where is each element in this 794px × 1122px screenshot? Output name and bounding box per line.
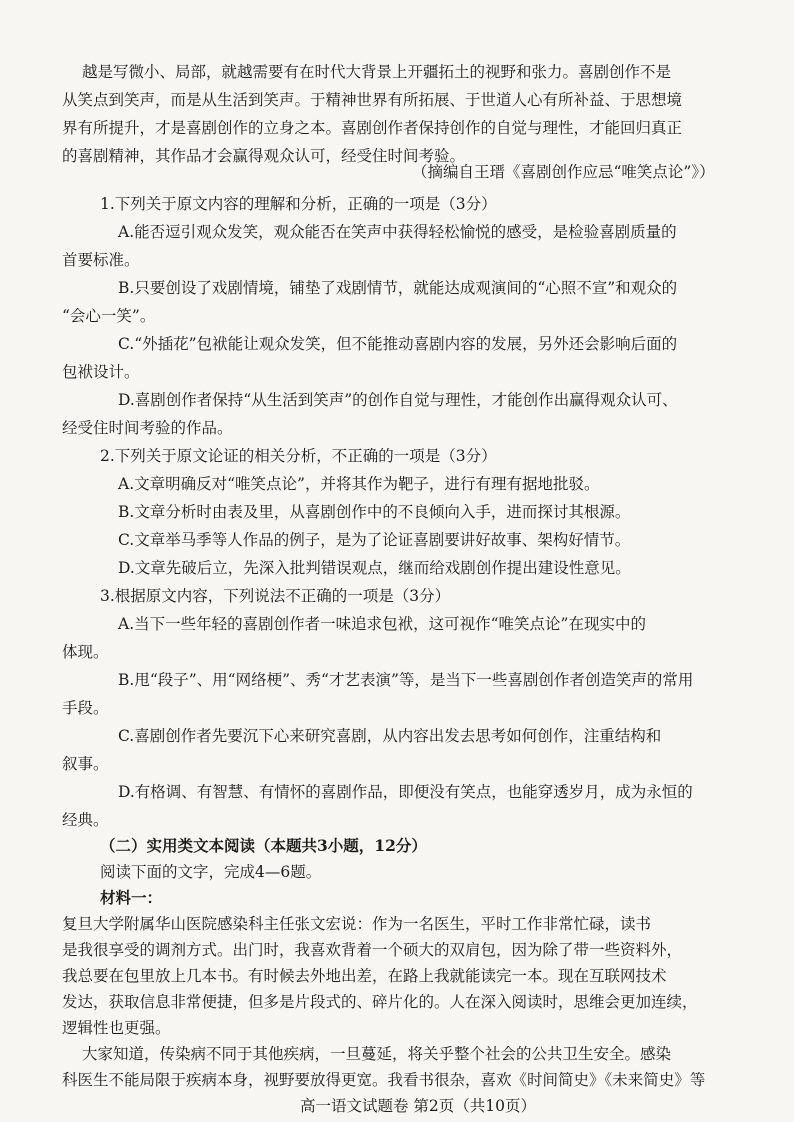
material-line: 是我很享受的调剂方式。出门时，我喜欢背着一个硕大的双肩包，因为除了带一些资料外， bbox=[62, 941, 683, 959]
page-footer: 高一语文试题卷 第2页（共10页） bbox=[300, 1097, 537, 1115]
option-line: 手段。 bbox=[62, 699, 109, 717]
passage-source: （摘编自王瑨《喜剧创作应忌“唯笑点论”》） bbox=[412, 163, 715, 181]
option-line: B.只要创设了戏剧情境，铺垫了戏剧情节，就能达成观演间的“心照不宣”和观众的 bbox=[118, 279, 678, 297]
passage-line: 的喜剧精神，其作品才会赢得观众认可，经受住时间考验。 bbox=[62, 147, 466, 165]
option-line: D.有格调、有智慧、有情怀的喜剧作品，即便没有笑点，也能穿透岁月，成为永恒的 bbox=[118, 783, 693, 801]
passage-line: 界有所提升，才是喜剧创作的立身之本。喜剧创作者保持创作的自觉与理性，才能回归真正 bbox=[62, 119, 683, 137]
option-line: 经典。 bbox=[62, 811, 109, 829]
option-line: D.文章先破后立，先深入批判错误观点，继而给戏剧创作提出建设性意见。 bbox=[118, 559, 631, 577]
section-instruction: 阅读下面的文字，完成4—6题。 bbox=[100, 863, 322, 881]
option-line: 体现。 bbox=[62, 643, 109, 661]
option-line: B.文章分析时由表及里，从喜剧创作中的不良倾向入手，进而探讨其根源。 bbox=[118, 503, 631, 521]
question-stem: 3.根据原文内容，下列说法不正确的一项是（3分） bbox=[100, 587, 451, 605]
option-line: C.“外插花”包袱能让观众发笑，但不能推动喜剧内容的发展，另外还会影响后面的 bbox=[118, 335, 678, 353]
option-line: A.能否逗引观众发笑，观众能否在笑声中获得轻松愉悦的感受，是检验喜剧质量的 bbox=[118, 223, 677, 241]
material-line: 逻辑性也更强。 bbox=[62, 1019, 171, 1037]
option-line: A.文章明确反对“唯笑点论”，并将其作为靶子，进行有理有据地批驳。 bbox=[118, 475, 600, 493]
option-line: “会心一笑”。 bbox=[62, 307, 156, 325]
option-line: A.当下一些年轻的喜剧创作者一味追求包袱，这可视作“唯笑点论”在现实中的 bbox=[118, 615, 646, 633]
question-stem: 2.下列关于原文论证的相关分析，不正确的一项是（3分） bbox=[100, 447, 497, 465]
material-line: 复旦大学附属华山医院感染科主任张文宏说：作为一名医生，平时工作非常忙碌，读书 bbox=[62, 915, 652, 933]
option-line: C.喜剧创作者先要沉下心来研究喜剧，从内容出发去思考如何创作，注重结构和 bbox=[118, 727, 662, 745]
passage-line: 从笑点到笑声，而是从生活到笑声。于精神世界有所拓展、于世道人心有所补益、于思想境 bbox=[62, 91, 683, 109]
material-line: 发达，获取信息非常便捷，但多是片段式的、碎片化的。人在深入阅读时，思维会更加连续， bbox=[62, 993, 698, 1011]
material-line: 科医生不能局限于疾病本身，视野要放得更宽。我看书很杂，喜欢《时间简史》《未来简史》等 bbox=[62, 1071, 706, 1089]
section-heading: （二）实用类文本阅读（本题共3小题，12分） bbox=[100, 836, 427, 855]
material-line: 大家知道，传染病不同于其他疾病，一旦蔓延，将关乎整个社会的公共卫生安全。感染 bbox=[82, 1045, 672, 1063]
option-line: 包袱设计。 bbox=[62, 363, 140, 381]
passage-line: 越是写微小、局部，就越需要有在时代大背景上开疆拓土的视野和张力。喜剧创作不是 bbox=[82, 63, 672, 81]
option-line: C.文章举马季等人作品的例子，是为了论证喜剧要讲好故事、架构好情节。 bbox=[118, 531, 631, 549]
option-line: 经受住时间考验的作品。 bbox=[62, 419, 233, 437]
material-line: 我总要在包里放上几本书。有时候去外地出差，在路上我就能读完一本。现在互联网技术 bbox=[62, 967, 667, 985]
option-line: D.喜剧创作者保持“从生活到笑声”的创作自觉与理性，才能创作出赢得观众认可、 bbox=[118, 391, 678, 409]
question-stem: 1.下列关于原文内容的理解和分析，正确的一项是（3分） bbox=[100, 195, 497, 213]
option-line: 叙事。 bbox=[62, 755, 109, 773]
material-label: 材料一： bbox=[100, 888, 163, 907]
option-line: 首要标准。 bbox=[62, 251, 140, 269]
option-line: B.甩“段子”、用“网络梗”、秀“才艺表演”等，是当下一些喜剧创作者创造笑声的常用 bbox=[118, 671, 694, 689]
